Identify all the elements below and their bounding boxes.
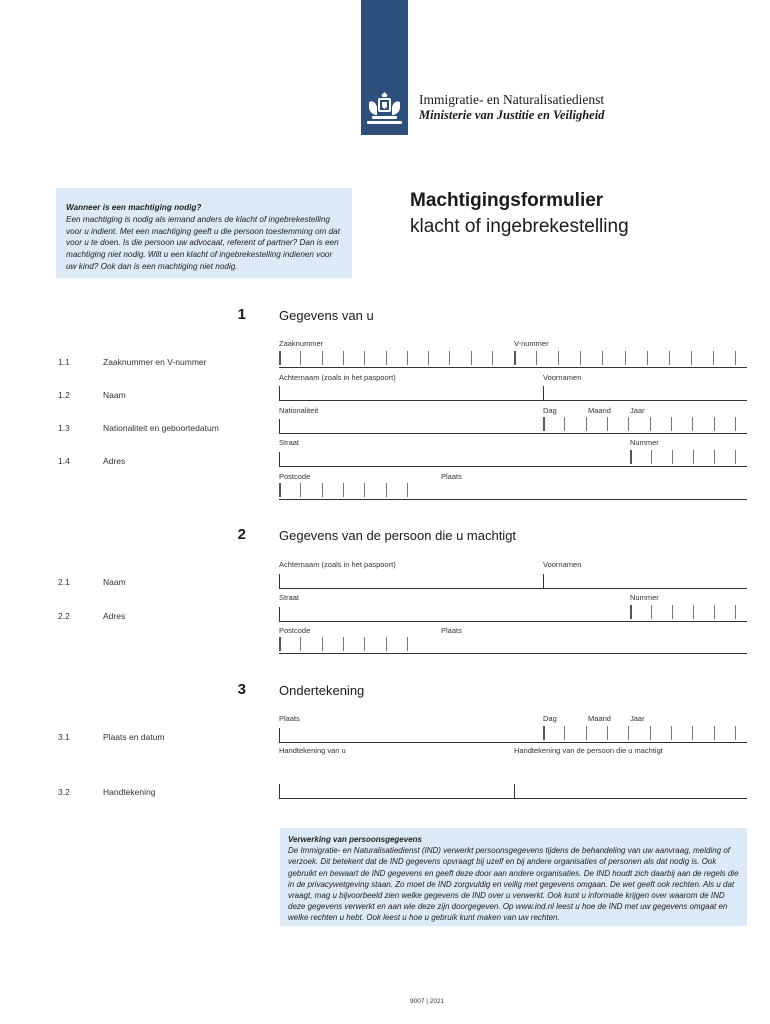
character-box-divider: [625, 351, 626, 365]
character-box-divider: [543, 726, 545, 740]
privacy-note-title: Verwerking van persoonsgegevens: [288, 835, 422, 844]
field-label: Postcode: [279, 626, 311, 635]
achternaam-field[interactable]: [279, 386, 280, 400]
character-box-divider: [669, 351, 670, 365]
field-label: Nationaliteit: [279, 406, 319, 415]
character-box-divider: [279, 637, 281, 651]
character-box-divider: [543, 417, 545, 431]
field-label: Handtekening van u: [279, 746, 346, 755]
field-label: Postcode: [279, 472, 311, 481]
question-number: 1.3: [58, 423, 70, 433]
character-box-divider: [714, 605, 715, 619]
character-box-divider: [364, 637, 365, 651]
field-label: Achternaam (zoals in het paspoort): [279, 560, 396, 569]
character-box-divider: [602, 351, 603, 365]
field-label: V-nummer: [514, 339, 549, 348]
character-box-divider: [300, 351, 301, 365]
character-box-divider: [407, 637, 408, 651]
character-box-divider: [428, 351, 429, 365]
character-box-divider: [407, 483, 408, 497]
form-title: Machtigingsformulier: [410, 190, 604, 211]
section-title: Gegevens van u: [279, 308, 374, 323]
character-box-divider: [714, 417, 715, 431]
gemachtigde-straat-field[interactable]: [279, 607, 280, 621]
gemachtigde-voornamen-field[interactable]: [543, 574, 544, 588]
character-box-divider: [386, 483, 387, 497]
character-box-divider: [536, 351, 537, 365]
field-label: Maand: [588, 714, 611, 723]
field-underline: [279, 742, 747, 743]
character-box-divider: [650, 726, 651, 740]
handtekening-u-field[interactable]: [279, 784, 280, 798]
character-box-divider: [322, 483, 323, 497]
nationaliteit-field[interactable]: [279, 419, 280, 433]
character-box-divider: [580, 351, 581, 365]
field-underline: [279, 433, 747, 434]
field-underline: [279, 466, 747, 467]
character-box-divider: [692, 726, 693, 740]
character-box-divider: [628, 417, 629, 431]
character-box-divider: [647, 351, 648, 365]
field-underline: [279, 588, 747, 589]
character-box-divider: [471, 351, 472, 365]
character-box-divider: [407, 351, 408, 365]
info-title: Wanneer is een machtiging nodig?: [66, 203, 202, 212]
question-label: Adres: [103, 611, 126, 621]
character-box-divider: [564, 417, 565, 431]
character-box-divider: [672, 605, 673, 619]
field-label: Jaar: [630, 714, 645, 723]
question-label: Plaats en datum: [103, 732, 165, 742]
vnummer-field[interactable]: [514, 351, 735, 367]
character-box-divider: [735, 450, 736, 464]
field-label: Nummer: [630, 593, 659, 602]
character-box-divider: [735, 726, 736, 740]
question-label: Naam: [103, 390, 126, 400]
character-box-divider: [364, 351, 365, 365]
character-box-divider: [564, 726, 565, 740]
character-box-divider: [343, 351, 344, 365]
character-box-divider: [492, 351, 493, 365]
character-box-divider: [693, 450, 694, 464]
character-box-divider: [671, 726, 672, 740]
question-number: 1.4: [58, 456, 70, 466]
character-box-divider: [343, 483, 344, 497]
gemachtigde-huisnummer-field[interactable]: [630, 605, 735, 621]
field-label: Achternaam (zoals in het paspoort): [279, 373, 396, 382]
field-label: Nummer: [630, 438, 659, 447]
character-box-divider: [650, 417, 651, 431]
character-box-divider: [735, 605, 736, 619]
postcode-field[interactable]: [279, 483, 407, 499]
character-box-divider: [651, 450, 652, 464]
question-number: 1.2: [58, 390, 70, 400]
plaats-field[interactable]: [279, 728, 280, 742]
question-number: 2.1: [58, 577, 70, 587]
field-label: Handtekening van de persoon die u machtigt: [514, 746, 663, 755]
character-box-divider: [386, 637, 387, 651]
question-number: 1.1: [58, 357, 70, 367]
question-label: Zaaknummer en V-nummer: [103, 357, 207, 367]
character-box-divider: [628, 726, 629, 740]
field-label: Dag: [543, 714, 557, 723]
field-label: Plaats: [441, 472, 462, 481]
character-box-divider: [692, 417, 693, 431]
straat-field[interactable]: [279, 452, 280, 466]
character-box-divider: [672, 450, 673, 464]
section-number: 2: [237, 526, 246, 543]
coat-of-arms-icon: [363, 88, 406, 128]
character-box-divider: [279, 483, 281, 497]
field-label: Maand: [588, 406, 611, 415]
character-box-divider: [651, 605, 652, 619]
character-box-divider: [558, 351, 559, 365]
field-underline: [279, 621, 747, 622]
character-box-divider: [691, 351, 692, 365]
question-label: Nationaliteit en geboortedatum: [103, 423, 219, 433]
field-label: Voornamen: [543, 373, 582, 382]
character-box-divider: [300, 637, 301, 651]
character-box-divider: [713, 351, 714, 365]
question-label: Naam: [103, 577, 126, 587]
character-box-divider: [607, 726, 608, 740]
question-number: 3.1: [58, 732, 70, 742]
character-box-divider: [630, 605, 632, 619]
section-number: 3: [237, 681, 246, 698]
character-box-divider: [735, 417, 736, 431]
character-box-divider: [714, 450, 715, 464]
character-box-divider: [364, 483, 365, 497]
character-box-divider: [607, 417, 608, 431]
character-box-divider: [586, 417, 587, 431]
field-label: Plaats: [279, 714, 300, 723]
geboortedatum-field[interactable]: [543, 417, 735, 433]
field-label: Voornamen: [543, 560, 582, 569]
character-box-divider: [322, 351, 323, 365]
huisnummer-field[interactable]: [630, 450, 735, 466]
ministry-name: Ministerie van Justitie en Veiligheid: [419, 108, 605, 122]
privacy-note: [280, 828, 747, 926]
form-subtitle: klacht of ingebrekestelling: [410, 216, 629, 237]
zaaknummer-field[interactable]: [279, 351, 492, 367]
section-title: Ondertekening: [279, 683, 365, 698]
field-label: Plaats: [441, 626, 462, 635]
character-box-divider: [386, 351, 387, 365]
info-text: Een machtiging is nodig als iemand anders de klacht of ingebrekestelling voor u indient. Met een machtiging geeft u die persoon toestemming om dat voor u te doen. Is die persoon uw advocaat, referent of partner? Dan is een machtiging niet nodig. Wilt u een klacht of ingebrekestelling indienen voor uw kind? Ook dan is een machtiging niet nodig.: [66, 214, 340, 271]
handtekening-gemachtigde-field[interactable]: [514, 784, 515, 798]
org-name: Immigratie- en Naturalisatiedienst: [419, 92, 605, 107]
field-underline: [279, 798, 747, 799]
field-label: Dag: [543, 406, 557, 415]
datum-field[interactable]: [543, 726, 735, 742]
character-box-divider: [586, 726, 587, 740]
field-label: Straat: [279, 593, 300, 602]
character-box-divider: [693, 605, 694, 619]
info-box: [56, 188, 352, 278]
field-label: Zaaknummer: [279, 339, 324, 348]
character-box-divider: [671, 417, 672, 431]
field-underline: [279, 499, 747, 500]
character-box-divider: [343, 637, 344, 651]
character-box-divider: [514, 351, 516, 365]
field-label: Jaar: [630, 406, 645, 415]
section-number: 1: [237, 306, 246, 323]
character-box-divider: [735, 351, 736, 365]
gemachtigde-postcode-field[interactable]: [279, 637, 407, 653]
character-box-divider: [714, 726, 715, 740]
question-number: 2.2: [58, 611, 70, 621]
privacy-note-text: De Immigratie- en Naturalisatiedienst (IND) verwerkt persoonsgegevens tijdens de behandeling van uw aanvraag, melding of verzoek. Dit betekent dat de IND gegevens opvraagt bij uzelf en bij andere organisaties of personen als dat nodig is. Ook gebruikt en bewaart de IND gegevens en geeft deze door aan andere organisaties. De IND houdt zich daarbij aan de regels die in de privacywetgeving staan. Zo moet de IND zorgvuldig en veilig met gegevens omgaan. De wet geeft ook rechten. Als u dat vraagt, mag u bijvoorbeeld zien welke gegevens de IND over u verwerkt. Ook kunt u informatie krijgen over waarom de IND deze gegevens verwerkt en aan wie deze zijn doorgegeven. Op www.ind.nl leest u hoe de IND met uw gegevens omgaat en welke rechten u hebt. Ook leest u hoe u gebruik kunt maken van uw rechten.: [288, 846, 739, 923]
character-box-divider: [300, 483, 301, 497]
field-underline: [279, 367, 747, 368]
character-box-divider: [630, 450, 632, 464]
character-box-divider: [449, 351, 450, 365]
voornamen-field[interactable]: [543, 386, 544, 400]
character-box-divider: [279, 351, 281, 365]
field-underline: [279, 653, 747, 654]
question-label: Handtekening: [103, 787, 156, 797]
character-box-divider: [322, 637, 323, 651]
gemachtigde-achternaam-field[interactable]: [279, 574, 280, 588]
field-underline: [279, 400, 747, 401]
question-number: 3.2: [58, 787, 70, 797]
question-label: Adres: [103, 456, 126, 466]
form-code: 9007 | 2021: [410, 998, 445, 1005]
field-label: Straat: [279, 438, 300, 447]
section-title: Gegevens van de persoon die u machtigt: [279, 528, 517, 543]
